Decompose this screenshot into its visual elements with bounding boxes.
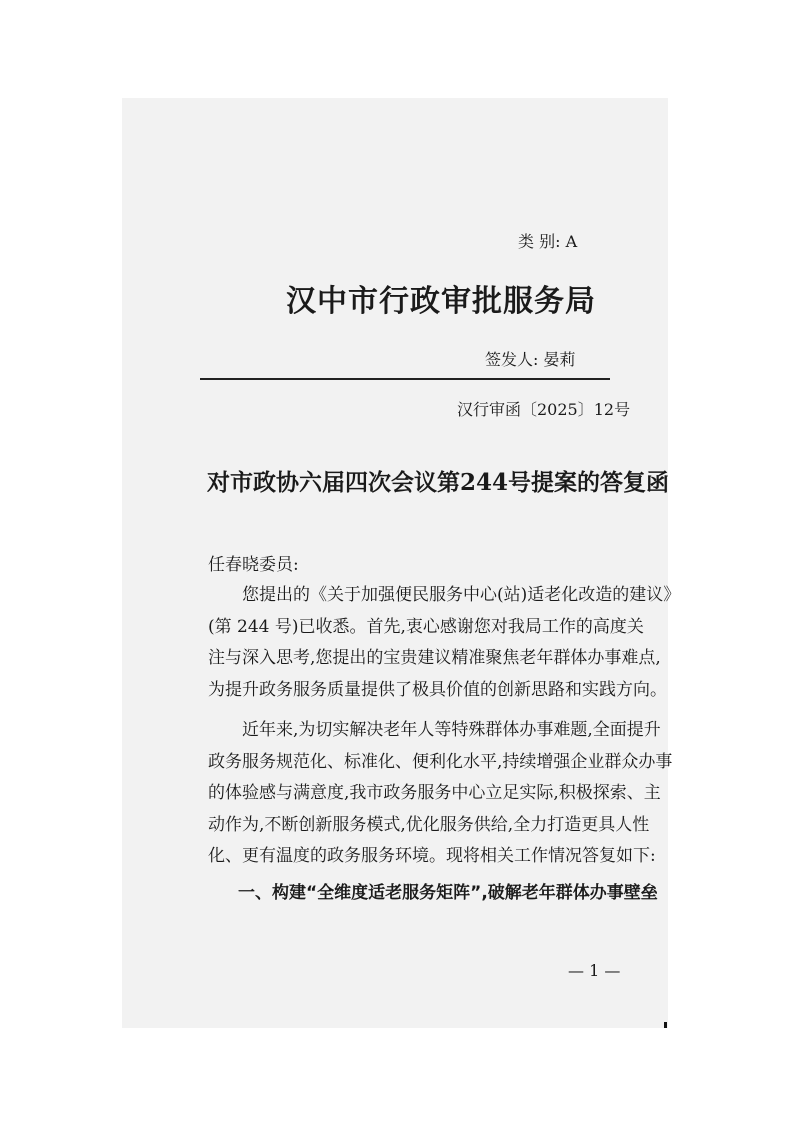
scan-mark	[664, 1022, 667, 1028]
document-category: 类 别: A	[518, 232, 578, 251]
document-number: 汉行审函〔2025〕12号	[457, 400, 631, 419]
paragraph-1	[208, 580, 680, 706]
document-title: 对市政协六届四次会议第244号提案的答复函	[207, 469, 670, 496]
paragraph-line: 注与深入思考,您提出的宝贵建议精准聚焦老年群体办事难点,	[208, 648, 661, 668]
paragraph-line: 政务服务规范化、标准化、便利化水平,持续增强企业群众办事	[208, 751, 673, 772]
paragraph-line: 您提出的《关于加强便民服务中心(站)适老化改造的建议》	[242, 585, 681, 605]
salutation: 任春晓委员:	[208, 555, 299, 575]
paragraph-2	[208, 715, 672, 873]
paragraph-line: 动作为,不断创新服务模式,优化服务供给,全力打造更具人性	[208, 814, 650, 835]
section-heading: 一、构建“全维度适老服务矩阵”,破解老年群体办事壁垒	[238, 883, 658, 903]
paragraph-line: 的体验感与满意度,我市政务服务中心立足实际,积极探索、主	[208, 783, 661, 803]
header-divider	[200, 378, 610, 380]
issuing-agency: 汉中市行政审批服务局	[286, 284, 596, 319]
paragraph-line: 近年来,为切实解决老年人等特殊群体办事难题,全面提升	[242, 720, 661, 740]
paragraph-line: 为提升政务服务质量提供了极具价值的创新思路和实践方向。	[208, 679, 667, 700]
signer: 签发人: 晏莉	[485, 350, 576, 369]
page-number: — 1 —	[568, 961, 621, 980]
paragraph-line: 化、更有温度的政务服务环境。现将相关工作情况答复如下:	[208, 846, 656, 866]
paragraph-line: (第 244 号)已收悉。首先,衷心感谢您对我局工作的高度关	[208, 616, 644, 637]
